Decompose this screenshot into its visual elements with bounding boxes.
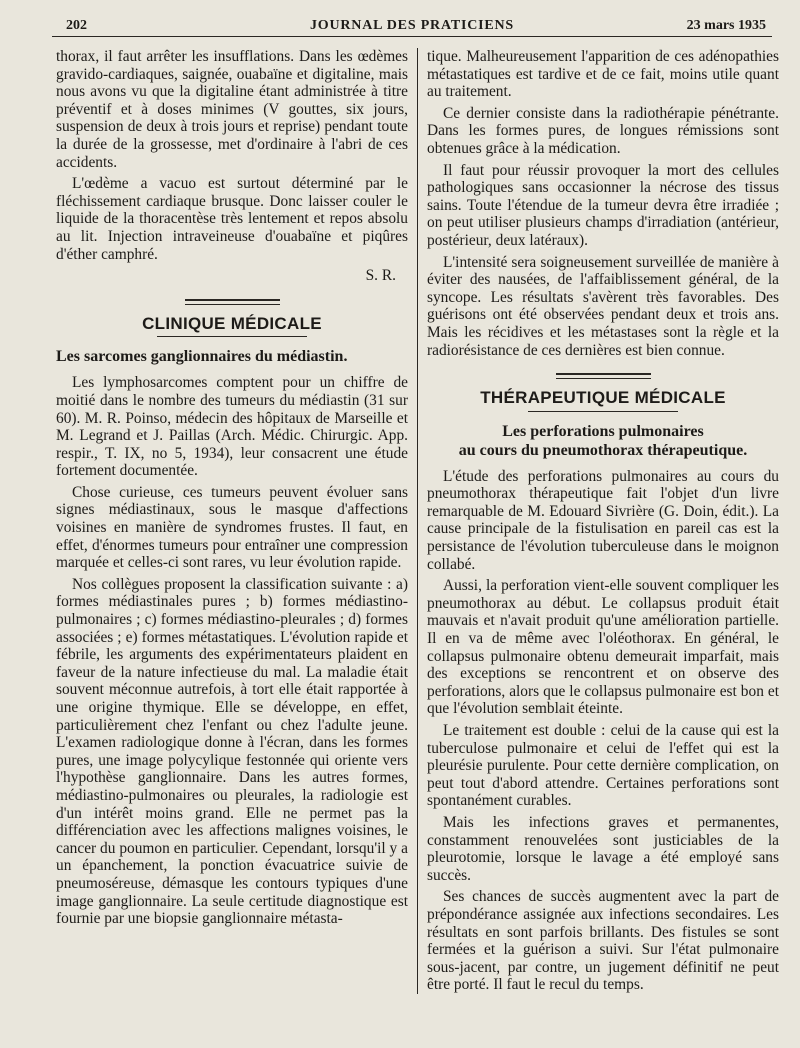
body-paragraph: Chose curieuse, ces tumeurs peuvent évoluer sans signes médiastinaux, sous le masque d'affections voisines en manière de syndromes frustes. Il faut, en effet, d'énormes tumeurs pour entraîner une compression marquée et celles-ci sont rares, vu leur évolution rapide. bbox=[56, 483, 408, 572]
right-column bbox=[427, 48, 779, 1016]
section-title-clinique: CLINIQUE MÉDICALE bbox=[142, 313, 322, 333]
left-column bbox=[56, 48, 408, 1016]
continuation-paragraph: tique. Malheureusement l'apparition de ces adénopathies métastatiques est tardive et de ce fait, moins utile quant au traitement. bbox=[427, 48, 779, 101]
page-number: 202 bbox=[66, 18, 87, 33]
running-header bbox=[52, 14, 772, 37]
continuation-paragraph: L'œdème a vacuo est surtout déterminé par le fléchissement cardiaque brusque. Donc laisser couler le liquide de la thoracentèse très lentement et repos absolu au lit. Injection intraveineuse d'ouabaïne et piqûres d'éther camphré. bbox=[56, 175, 408, 263]
continuation-paragraph: thorax, il faut arrêter les insufflations. Dans les œdèmes gravido-cardiaques, saignée, ouabaïne et digitaline, mais nous avons vu que la digitaline étant administrée à titre préventif et à doses minimes (V gouttes, six jours, suspension de deux à trois jours et reprise) pendant toute la durée de la grossesse, met d'ordinaire à l'abri de ces accidents. bbox=[56, 48, 408, 171]
body-paragraph: Le traitement est double : celui de la cause qui est la tuberculose pulmonaire et celui de l'effet qui est la pleurésie purulente. Pour cette dernière complication, on peut tout d'abord attendre. Certaines perforations sont spontanément curables. bbox=[427, 722, 779, 810]
issue-date: 23 mars 1935 bbox=[686, 18, 766, 33]
body-paragraph: Aussi, la perforation vient-elle souvent compliquer les pneumothorax au début. Le collapsus produit était mauvais et n'avait produit qu'une amélioration partielle. Il en va de même avec l'oléothorax. En général, le collapsus pulmonaire obtenu demeurait imparfait, mais des exceptions se rencontrent et on observe des perforations, alors que le collapsus pulmonaire est bon et que l'évolution semblait éteinte. bbox=[427, 577, 779, 718]
body-paragraph: Il faut pour réussir provoquer la mort des cellules pathologiques sans occasionner la nécrose des tissus sains. Toute l'étendue de la tumeur devra être irradiée ; on peut utiliser plusieurs champs d'irradiation (antérieur, postérieur, deux latéraux). bbox=[427, 161, 779, 249]
section-title-therapeutique: THÉRAPEUTIQUE MÉDICALE bbox=[480, 388, 726, 408]
article-title-sarcomes: Les sarcomes ganglionnaires du médiastin. bbox=[56, 348, 348, 366]
article-title-perforations bbox=[427, 422, 779, 460]
column-divider bbox=[417, 48, 418, 994]
body-paragraph: Ses chances de succès augmentent avec la part de prépondérance assignée aux infections secondaires. Les résultats en sont parfois brillants. Des fistules se sont fermées et la guérison a suivi. Sur l'état pulmonaire sous-jacent, par contre, un jugement définitif ne peut être porté. Il faut le recul du temps. bbox=[427, 888, 779, 994]
section-separator bbox=[185, 299, 280, 305]
body-paragraph: Les lymphosarcomes comptent pour un chiffre de moitié dans le nombre des tumeurs du médiastin (31 sur 60). M. R. Poinso, médecin des hôpitaux de Marseille et M. Legrand et J. Paillas (Arch. Médic. Chirurgic. App. respir., T. IX, no 5, 1934), leur consacrent une étude fortement documentée. bbox=[56, 374, 408, 480]
title-underline bbox=[157, 336, 307, 337]
author-signature: S. R. bbox=[365, 267, 396, 285]
body-paragraph: L'intensité sera soigneusement surveillée de manière à éviter des nausées, de l'affaiblissement général, de la syncope. Les résultats s'avèrent très favorables. Des guérisons ont été observées pendant deux et trois ans. Mais les récidives et les métastases sont la règle et la radiorésistance de ces dernières est bien connue. bbox=[427, 253, 779, 359]
article-title-line: au cours du pneumothorax thérapeutique. bbox=[458, 441, 748, 459]
body-paragraph: Mais les infections graves et permanentes, constamment renouvelées sont justiciables de la pleurotomie, lorsque le lavage a été employé sans succès. bbox=[427, 813, 779, 884]
body-paragraph: Nos collègues proposent la classification suivante : a) formes médiastinales pures ; b) formes médiastino-pulmonaires ; c) formes médiastino-pleurales ; d) formes associées ; e) formes métastatiques. L'évolution rapide et fébrile, les arguments des expérimentateurs plaident en faveur de la nature infectieuse du mal. La maladie était souvent méconnue autrefois, à tort elle était rapportée à une origine thymique. Elle se développe, en effet, particulièrement chez l'enfant ou chez l'adulte jeune. L'examen radiologique donne à l'écran, dans les formes pures, une image polycylique festonnée qui oriente vers l'hypothèse ganglionnaire. Dans les autres formes, médiastino-pulmonaires ou pleurales, la radiologie est d'un intérêt moins grand. Elle ne permet pas la différenciation avec les affections malignes voisines, le cancer du poumon en particulier. Cependant, lorsqu'il y a un épanchement, la ponction évacuatrice suivie de pneumoséreuse, démasque les contours typiques d'une image ganglionnaire. La seule certitude diagnostique est fournie par une biopsie ganglionnaire métasta- bbox=[56, 575, 408, 928]
article-title-line: Les perforations pulmonaires bbox=[502, 422, 704, 440]
body-paragraph: L'étude des perforations pulmonaires au cours du pneumothorax thérapeutique fait l'objet d'un livre remarquable de M. Edouard Sivrière (G. Doin, édit.). La cause principale de la fistulisation en pareil cas est la persistance de l'évolution tuberculeuse dans le moignon collabé. bbox=[427, 467, 779, 573]
section-separator bbox=[556, 373, 651, 379]
journal-title: JOURNAL DES PRATICIENS bbox=[309, 18, 515, 33]
title-underline bbox=[528, 411, 678, 412]
body-paragraph: Ce dernier consiste dans la radiothérapie pénétrante. Dans les formes pures, de longues rémissions sont obtenues grâce à la médication. bbox=[427, 104, 779, 157]
